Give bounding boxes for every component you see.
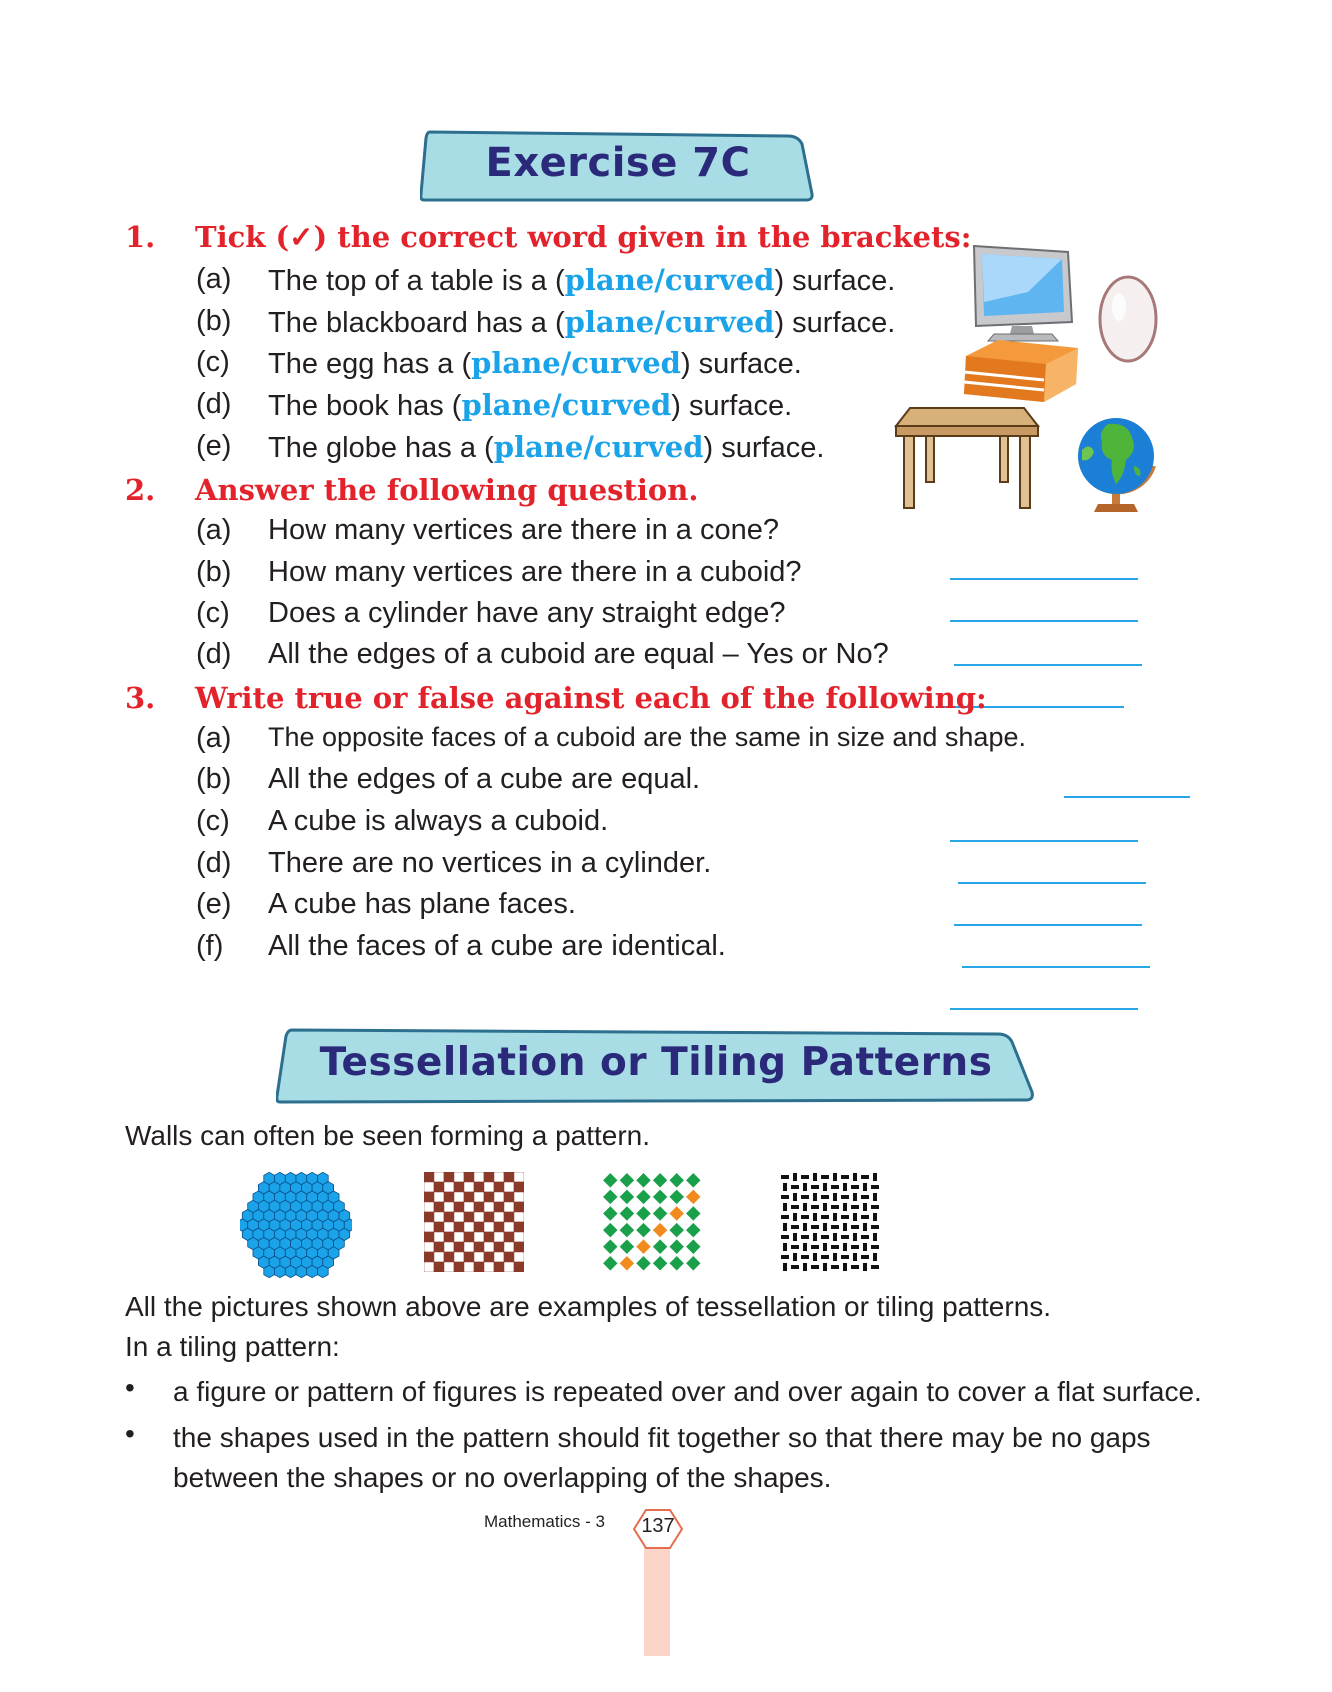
checker-tile <box>434 1202 444 1212</box>
weave-strand <box>793 1233 797 1241</box>
weave-strand <box>823 1263 827 1271</box>
weave-strand <box>843 1243 847 1251</box>
weave-strand <box>833 1193 837 1201</box>
checker-tile <box>484 1222 494 1232</box>
q3-heading: Write true or false against each of the following: <box>195 681 987 715</box>
tessellation-banner <box>276 1026 1036 1106</box>
checker-tile <box>424 1232 434 1242</box>
weave-strand <box>801 1175 809 1179</box>
item-label: (a) <box>196 514 232 546</box>
checker-tile <box>494 1172 504 1182</box>
footer-book-title: Mathematics - 3 <box>484 1512 605 1531</box>
summary-text: All the pictures shown above are examples of tessellation or tiling patterns. <box>125 1291 1052 1322</box>
checker-tile <box>504 1242 514 1252</box>
weave-strand <box>801 1255 809 1259</box>
hexagon-tiling-pattern <box>240 1170 352 1280</box>
checker-tile <box>494 1242 504 1252</box>
checker-tile <box>494 1222 504 1232</box>
weave-strand <box>871 1245 879 1249</box>
weave-strand <box>873 1173 877 1181</box>
weave-strand <box>863 1183 867 1191</box>
weave-strand <box>813 1213 817 1221</box>
choice-plane-curved[interactable]: plane/curved <box>493 430 704 464</box>
checker-tile <box>484 1242 494 1252</box>
checker-tile <box>494 1192 504 1202</box>
checker-tile <box>434 1242 444 1252</box>
q2-heading: Answer the following question. <box>195 473 699 507</box>
checker-tile <box>424 1262 434 1272</box>
item-text: How many vertices are there in a cone? <box>268 514 779 546</box>
item-label: (c) <box>196 597 230 629</box>
weave-strand <box>781 1215 789 1219</box>
weave-strand <box>803 1263 807 1271</box>
weave-strand <box>831 1245 839 1249</box>
book-illustration <box>958 338 1082 406</box>
checkerboard-tiling-pattern <box>424 1172 524 1272</box>
checker-tile <box>474 1212 484 1222</box>
checker-tile <box>434 1172 444 1182</box>
weave-strand <box>853 1233 857 1241</box>
checker-tile <box>464 1172 474 1182</box>
weave-strand <box>833 1233 837 1241</box>
checker-tile <box>504 1212 514 1222</box>
q2-number: 2. <box>125 473 156 507</box>
weave-strand <box>823 1203 827 1211</box>
weave-strand <box>851 1185 859 1189</box>
checker-tile <box>434 1212 444 1222</box>
weave-strand <box>781 1175 789 1179</box>
weave-strand <box>811 1205 819 1209</box>
weave-strand <box>791 1205 799 1209</box>
weave-strand <box>841 1215 849 1219</box>
weave-strand <box>793 1193 797 1201</box>
item-text: All the faces of a cube are identical. <box>268 930 726 962</box>
weave-strand <box>813 1233 817 1241</box>
weave-strand <box>853 1213 857 1221</box>
weave-strand <box>791 1245 799 1249</box>
weave-strand <box>841 1255 849 1259</box>
checker-tile <box>494 1182 504 1192</box>
checker-tile <box>504 1222 514 1232</box>
weave-strand <box>851 1265 859 1269</box>
checker-tile <box>474 1232 484 1242</box>
weave-strand <box>873 1253 877 1261</box>
item-label: (a) <box>196 722 232 754</box>
weave-strand <box>843 1223 847 1231</box>
checker-tile <box>454 1212 464 1222</box>
checker-tile <box>484 1192 494 1202</box>
item-label: (d) <box>196 847 232 879</box>
answer-line[interactable] <box>950 578 1138 580</box>
weave-strand <box>781 1195 789 1199</box>
answer-line[interactable] <box>954 664 1142 666</box>
checker-tile <box>474 1222 484 1232</box>
item-text: How many vertices are there in a cuboid? <box>268 556 802 588</box>
intro-text: Walls can often be seen forming a pattern. <box>125 1120 651 1151</box>
weave-strand <box>861 1175 869 1179</box>
item-text: Does a cylinder have any straight edge? <box>268 597 786 629</box>
weave-strand <box>781 1255 789 1259</box>
checker-tile <box>444 1252 454 1262</box>
checker-tile <box>474 1202 484 1212</box>
answer-line[interactable] <box>950 840 1138 842</box>
item-text: All the edges of a cuboid are equal – Yes or No? <box>268 638 889 670</box>
checker-tile <box>464 1222 474 1232</box>
weave-strand <box>791 1185 799 1189</box>
bullet-dot: • <box>125 1372 135 1403</box>
checker-tile <box>464 1262 474 1272</box>
weave-strand <box>813 1253 817 1261</box>
checker-tile <box>504 1202 514 1212</box>
checker-tile <box>494 1252 504 1262</box>
item-label: (b) <box>196 556 232 588</box>
checker-tile <box>424 1192 434 1202</box>
answer-line[interactable] <box>1064 796 1190 798</box>
checker-tile <box>514 1212 524 1222</box>
weave-strand <box>823 1243 827 1251</box>
diamond-tiling-pattern <box>602 1172 702 1272</box>
checker-tile <box>504 1232 514 1242</box>
checker-tile <box>454 1242 464 1252</box>
footer-page-tab <box>644 1532 670 1656</box>
checker-tile <box>494 1262 504 1272</box>
weave-strand <box>823 1223 827 1231</box>
choice-plane-curved[interactable]: plane/curved <box>471 346 681 380</box>
checker-tile <box>464 1252 474 1262</box>
checker-tile <box>474 1172 484 1182</box>
checker-tile <box>424 1182 434 1192</box>
checker-tile <box>494 1202 504 1212</box>
item-label: (d) <box>196 388 232 420</box>
item-post: ) surface. <box>703 432 825 464</box>
weave-strand <box>803 1183 807 1191</box>
checker-tile <box>444 1222 454 1232</box>
weave-strand <box>791 1225 799 1229</box>
weave-strand <box>831 1225 839 1229</box>
checker-tile <box>434 1192 444 1202</box>
weave-strand <box>813 1193 817 1201</box>
item-label: (b) <box>196 763 232 795</box>
weave-strand <box>843 1263 847 1271</box>
exercise-banner <box>420 128 816 204</box>
egg-illustration <box>1097 272 1159 364</box>
weave-strand <box>811 1185 819 1189</box>
item-pre: The top of a table is a ( <box>268 265 565 297</box>
checker-tile <box>484 1232 494 1242</box>
item-post: ) surface. <box>671 390 793 422</box>
weave-strand <box>821 1215 829 1219</box>
bullet-dot: • <box>125 1418 135 1449</box>
checker-tile <box>454 1202 464 1212</box>
weave-strand <box>841 1195 849 1199</box>
checker-tile <box>514 1202 524 1212</box>
checker-tile <box>444 1182 454 1192</box>
checker-tile <box>504 1252 514 1262</box>
weave-strand <box>843 1203 847 1211</box>
item-pre: The globe has a ( <box>268 432 494 464</box>
answer-line[interactable] <box>962 966 1150 968</box>
weave-strand <box>861 1255 869 1259</box>
checker-tile <box>464 1242 474 1252</box>
checker-tile <box>454 1232 464 1242</box>
bullet-text: the shapes used in the pattern should fit together so that there may be no gaps between the shapes or no overlapping of the shapes. <box>173 1422 1151 1493</box>
q1-heading: Tick (✓) the correct word given in the brackets: <box>195 220 972 254</box>
weave-strand <box>803 1223 807 1231</box>
checker-tile <box>424 1252 434 1262</box>
weave-strand <box>863 1203 867 1211</box>
item-text: All the edges of a cube are equal. <box>268 763 701 795</box>
checker-tile <box>434 1222 444 1232</box>
checker-tile <box>454 1222 464 1232</box>
tessellation-title: Tessellation or Tiling Patterns <box>319 1040 993 1085</box>
pattern-background <box>602 1172 702 1272</box>
checker-tile <box>514 1262 524 1272</box>
page-number: 137 <box>641 1515 675 1537</box>
answer-line[interactable] <box>958 882 1146 884</box>
weave-strand <box>841 1175 849 1179</box>
item-text <box>268 305 895 340</box>
choice-plane-curved[interactable]: plane/curved <box>564 305 775 339</box>
weave-strand <box>821 1235 829 1239</box>
item-label: (f) <box>196 930 224 962</box>
exercise-title: Exercise 7C <box>485 140 751 186</box>
checker-tile <box>454 1252 464 1262</box>
checker-tile <box>484 1212 494 1222</box>
checker-tile <box>514 1182 524 1192</box>
item-pre: The egg has a ( <box>268 348 472 380</box>
checker-tile <box>454 1192 464 1202</box>
weave-strand <box>811 1225 819 1229</box>
item-text: A cube is always a cuboid. <box>268 805 609 837</box>
checker-tile <box>474 1182 484 1192</box>
checker-tile <box>484 1182 494 1192</box>
checker-tile <box>444 1202 454 1212</box>
checker-tile <box>514 1252 524 1262</box>
weave-strand <box>781 1235 789 1239</box>
weave-strand <box>833 1173 837 1181</box>
item-post: ) surface. <box>774 307 896 339</box>
weave-strand <box>863 1223 867 1231</box>
weave-strand <box>861 1235 869 1239</box>
item-text <box>268 346 802 381</box>
weave-strand <box>873 1233 877 1241</box>
weave-strand <box>853 1173 857 1181</box>
item-label: (c) <box>196 346 230 378</box>
weave-strand <box>851 1225 859 1229</box>
weave-strand <box>863 1263 867 1271</box>
choice-plane-curved[interactable]: plane/curved <box>564 263 775 297</box>
weave-strand <box>793 1213 797 1221</box>
item-label: (a) <box>196 263 232 295</box>
checker-tile <box>484 1202 494 1212</box>
checker-tile <box>434 1232 444 1242</box>
weave-strand <box>803 1203 807 1211</box>
checker-tile <box>514 1242 524 1252</box>
lead-text: In a tiling pattern: <box>125 1331 340 1362</box>
item-label: (e) <box>196 430 232 462</box>
item-post: ) surface. <box>680 348 802 380</box>
weave-strand <box>873 1213 877 1221</box>
choice-plane-curved[interactable]: plane/curved <box>461 388 672 422</box>
checker-tile <box>444 1232 454 1242</box>
checker-tile <box>494 1212 504 1222</box>
weave-strand <box>871 1265 879 1269</box>
weave-strand <box>863 1243 867 1251</box>
item-text: The opposite faces of a cuboid are the same in size and shape. <box>268 722 1026 752</box>
item-text <box>268 430 824 465</box>
weave-strand <box>861 1215 869 1219</box>
table-illustration <box>892 402 1042 510</box>
weave-strand <box>851 1245 859 1249</box>
checker-tile <box>444 1172 454 1182</box>
weave-strand <box>831 1185 839 1189</box>
weave-strand <box>783 1263 787 1271</box>
weave-strand <box>871 1205 879 1209</box>
checker-tile <box>484 1262 494 1272</box>
item-label: (d) <box>196 638 232 670</box>
weave-strand <box>853 1193 857 1201</box>
checker-tile <box>444 1212 454 1222</box>
weave-strand <box>841 1235 849 1239</box>
item-label: (c) <box>196 805 230 837</box>
weave-strand <box>831 1205 839 1209</box>
weave-strand <box>853 1253 857 1261</box>
checker-tile <box>494 1232 504 1242</box>
checker-tile <box>424 1222 434 1232</box>
woven-tiling-pattern <box>780 1172 880 1272</box>
checker-tile <box>444 1262 454 1272</box>
weave-strand <box>833 1213 837 1221</box>
answer-line[interactable] <box>954 924 1142 926</box>
weave-strand <box>873 1193 877 1201</box>
weave-strand <box>813 1173 817 1181</box>
checker-tile <box>514 1172 524 1182</box>
globe-illustration <box>1068 410 1164 514</box>
weave-strand <box>803 1243 807 1251</box>
weave-strand <box>821 1255 829 1259</box>
checker-tile <box>514 1192 524 1202</box>
weave-strand <box>793 1253 797 1261</box>
weave-strand <box>861 1195 869 1199</box>
checker-tile <box>424 1242 434 1252</box>
item-label: (e) <box>196 888 232 920</box>
bullet-text: a figure or pattern of figures is repeated over and over again to cover a flat surface. <box>173 1376 1202 1407</box>
weave-strand <box>821 1175 829 1179</box>
q1-number: 1. <box>125 220 156 254</box>
checker-tile <box>464 1192 474 1202</box>
checker-tile <box>474 1242 484 1252</box>
checker-tile <box>484 1252 494 1262</box>
checker-tile <box>434 1182 444 1192</box>
weave-strand <box>823 1183 827 1191</box>
checker-tile <box>484 1172 494 1182</box>
checker-tile <box>464 1212 474 1222</box>
answer-line[interactable] <box>950 1008 1138 1010</box>
checker-tile <box>504 1262 514 1272</box>
item-pre: The book has ( <box>268 390 462 422</box>
checker-tile <box>424 1212 434 1222</box>
weave-strand <box>783 1223 787 1231</box>
weave-strand <box>783 1203 787 1211</box>
weave-strand <box>801 1195 809 1199</box>
checker-tile <box>434 1262 444 1272</box>
checker-tile <box>424 1202 434 1212</box>
weave-strand <box>871 1185 879 1189</box>
checker-tile <box>464 1182 474 1192</box>
checker-tile <box>464 1202 474 1212</box>
weave-strand <box>843 1183 847 1191</box>
weave-strand <box>833 1253 837 1261</box>
checker-tile <box>464 1232 474 1242</box>
checker-tile <box>504 1192 514 1202</box>
weave-strand <box>871 1225 879 1229</box>
weave-strand <box>793 1173 797 1181</box>
weave-strand <box>783 1183 787 1191</box>
item-text <box>268 388 792 423</box>
item-text: There are no vertices in a cylinder. <box>268 847 712 879</box>
weave-strand <box>791 1265 799 1269</box>
checker-tile <box>504 1172 514 1182</box>
weave-strand <box>801 1215 809 1219</box>
checker-tile <box>454 1172 464 1182</box>
weave-strand <box>851 1205 859 1209</box>
computer-monitor-illustration <box>968 242 1078 342</box>
checker-tile <box>474 1252 484 1262</box>
checker-tile <box>434 1252 444 1262</box>
checker-tile <box>424 1172 434 1182</box>
weave-strand <box>811 1245 819 1249</box>
checker-tile <box>474 1192 484 1202</box>
weave-strand <box>801 1235 809 1239</box>
checker-tile <box>454 1182 464 1192</box>
q3-number: 3. <box>125 681 156 715</box>
weave-strand <box>821 1195 829 1199</box>
item-label: (b) <box>196 305 232 337</box>
weave-strand <box>811 1265 819 1269</box>
item-text: A cube has plane faces. <box>268 888 576 920</box>
checker-tile <box>454 1262 464 1272</box>
checker-tile <box>444 1242 454 1252</box>
item-text <box>268 263 895 298</box>
checker-tile <box>474 1262 484 1272</box>
weave-strand <box>831 1265 839 1269</box>
checker-tile <box>514 1232 524 1242</box>
checker-tile <box>504 1182 514 1192</box>
weave-strand <box>783 1243 787 1251</box>
item-post: ) surface. <box>774 265 896 297</box>
answer-line[interactable] <box>950 620 1138 622</box>
checker-tile <box>444 1192 454 1202</box>
checker-tile <box>514 1222 524 1232</box>
item-pre: The blackboard has a ( <box>268 307 565 339</box>
